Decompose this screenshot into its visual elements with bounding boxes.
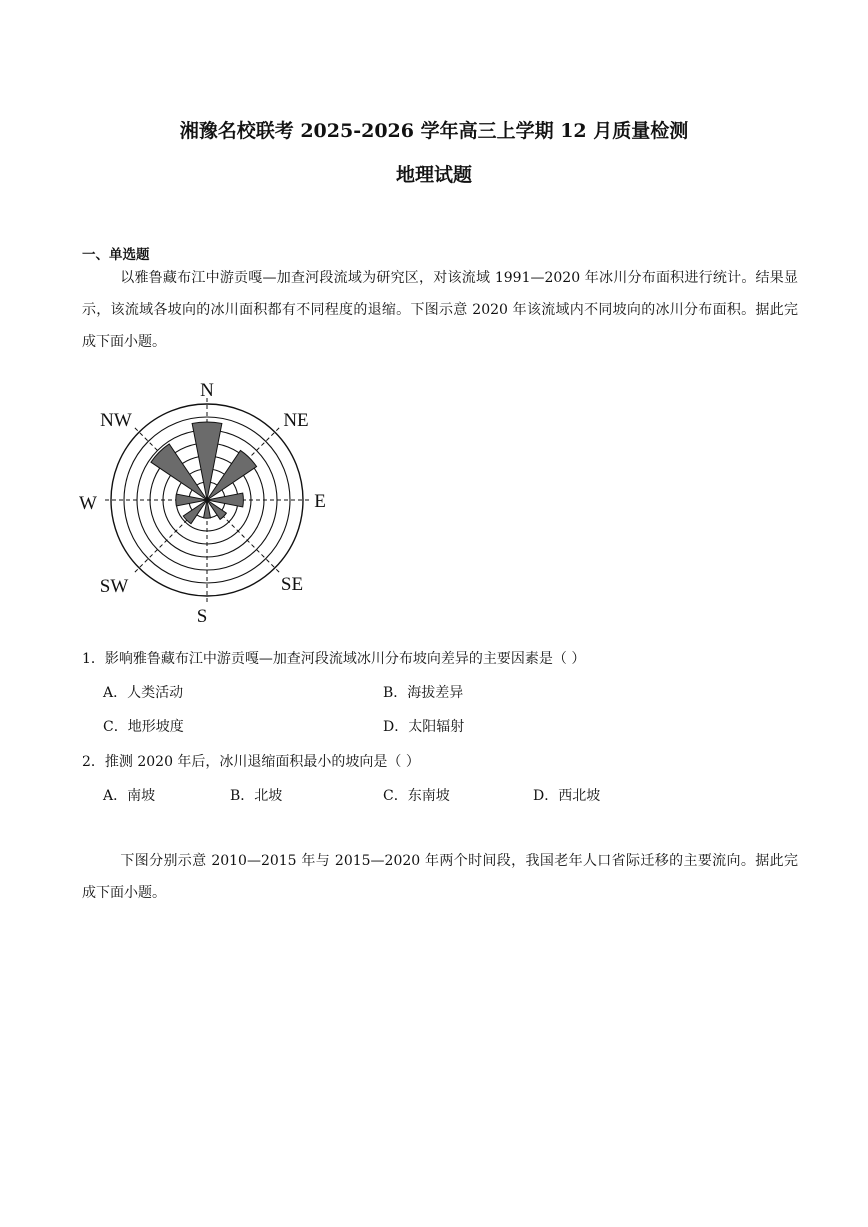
question-2: 2．推测 2020 年后，冰川退缩面积最小的坡向是（ ） [82,754,420,770]
q2-option-a[interactable]: A．南坡 [103,788,156,804]
exam-title: 湘豫名校联考 2025-2026 学年高三上学期 12 月质量检测 [179,120,689,142]
q2-option-b[interactable]: B．北坡 [230,788,283,804]
q1-option-c[interactable]: C．地形坡度 [103,719,184,735]
glacier-aspect-rose-diagram [74,372,334,632]
rose-petals [151,422,257,524]
q2-option-d[interactable]: D．西北坡 [533,788,601,804]
rose-label-s: S [196,606,208,627]
passage-2-text: 下图分别示意 2010—2015 年与 2015—2020 年两个时间段，我国老年人口省际迁移的主要流向。据此完成下面小题。 [82,853,798,901]
q1-option-a[interactable]: A．人类活动 [103,685,184,701]
q1-option-b[interactable]: B．海拔差异 [383,685,464,701]
section-heading: 一、单选题 [82,247,150,263]
q2-option-c[interactable]: C．东南坡 [383,788,450,804]
q1-option-d[interactable]: D．太阳辐射 [383,719,465,735]
question-1: 1．影响雅鲁藏布江中游贡嘎—加查河段流域冰川分布坡向差异的主要因素是（ ） [82,651,586,667]
rose-label-n: N [200,380,214,401]
exam-subtitle: 地理试题 [395,164,472,186]
rose-label-sw: SW [99,576,129,597]
rose-label-se: SE [280,574,304,595]
rose-label-e: E [314,491,326,512]
passage-2 [82,845,798,909]
rose-label-w: W [79,493,97,514]
rose-label-nw: NW [100,410,132,431]
passage-1-text: 以雅鲁藏布江中游贡嘎—加查河段流域为研究区，对该流域 1991—2020 年冰川分布面积进行统计。结果显示，该流域各坡向的冰川面积都有不同程度的退缩。下图示意 2020 年该流域内不同坡向的冰川分布面积。据此完成下面小题。 [82,270,798,350]
passage-1 [82,262,798,358]
rose-label-ne: NE [283,410,309,431]
